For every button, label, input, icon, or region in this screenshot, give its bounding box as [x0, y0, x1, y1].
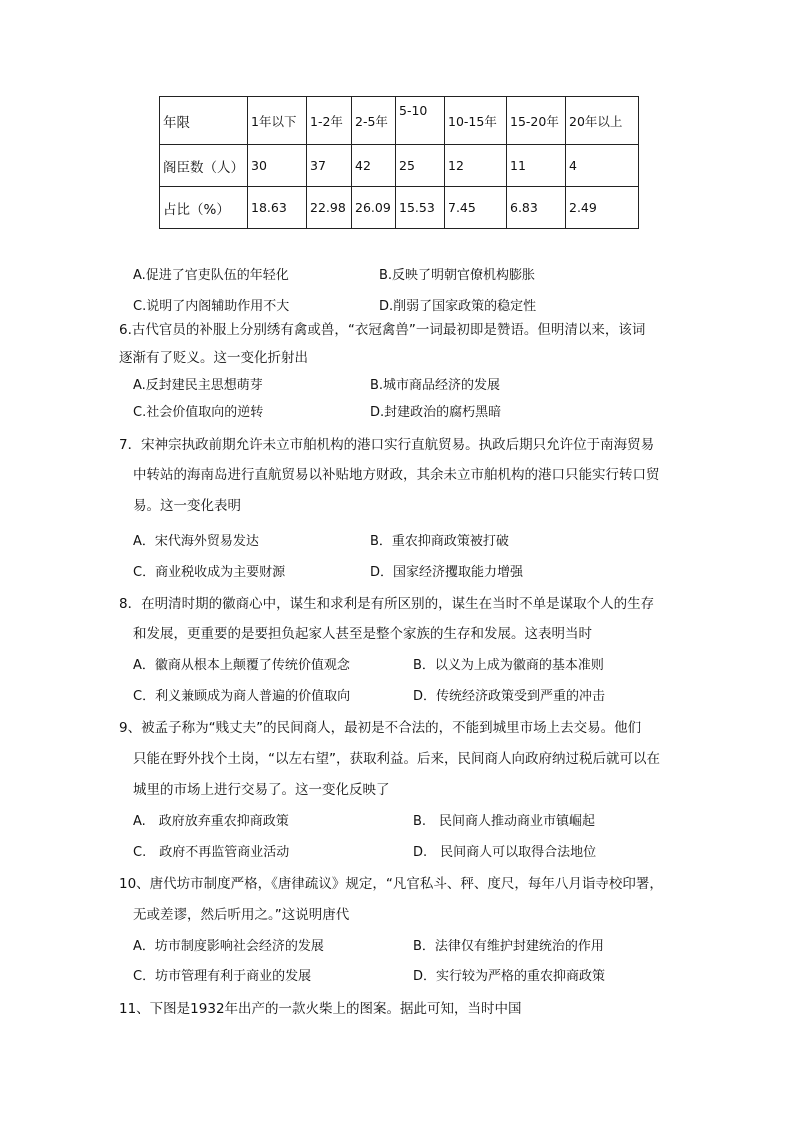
q7-stem-line: 中转站的海南岛进行直航贸易以补贴地方财政，其余未立市舶机构的港口只能实行转口贸 [133, 467, 660, 483]
q8-option-d[interactable]: D．传统经济政策受到严重的冲击 [413, 689, 606, 704]
table-row [160, 97, 639, 145]
q10-option-d[interactable]: D．实行较为严格的重农抑商政策 [413, 969, 606, 984]
q6-option-c[interactable]: C.社会价值取向的逆转 [133, 405, 264, 420]
q7-option-b[interactable]: B．重农抑商政策被打破 [370, 534, 509, 549]
q9-option-b[interactable]: B. 民间商人推动商业市镇崛起 [413, 814, 596, 829]
q6-option-d[interactable]: D.封建政治的腐朽黑暗 [370, 405, 502, 420]
table-cell: 20年以上 [566, 97, 639, 145]
table-cell: 占比（%） [160, 187, 248, 229]
q8-stem-line: 8．在明清时期的徽商心中，谋生和求利是有所区别的，谋生在当时不单是谋取个人的生存 [119, 596, 655, 612]
q5-option-a[interactable]: A.促进了官吏队伍的年轻化 [133, 268, 289, 283]
table-cell: 42 [352, 145, 396, 187]
q6-stem-line: 6.古代官员的补服上分别绣有禽或兽，“衣冠禽兽”一词最初即是赞语。但明清以来，该词 [119, 322, 646, 338]
table-cell: 1年以下 [248, 97, 307, 145]
q8-option-c[interactable]: C．利义兼顾成为商人普遍的价值取向 [133, 689, 351, 704]
q5-option-c[interactable]: C.说明了内阁辅助作用不大 [133, 299, 290, 314]
cabinet-tenure-table [159, 96, 639, 229]
table-cell: 2.49 [566, 187, 639, 229]
q9-stem-line: 城里的市场上进行交易了。这一变化反映了 [133, 782, 390, 798]
q7-stem-line: 易。这一变化表明 [133, 498, 241, 514]
q9-option-a[interactable]: A. 政府放弃重农抑商政策 [133, 814, 289, 829]
q10-stem-line: 无或差谬，然后听用之。”这说明唐代 [133, 907, 350, 923]
table-cell: 37 [307, 145, 352, 187]
table-cell: 18.63 [248, 187, 307, 229]
q10-stem-line: 10、唐代坊市制度严格，《唐律疏议》规定，“凡官私斗、秤、度尺，每年八月诣寺校印署， [119, 876, 663, 892]
q5-option-b[interactable]: B.反映了明朝官僚机构膨胀 [379, 268, 536, 283]
table-cell: 7.45 [445, 187, 507, 229]
table-cell: 5-10 [396, 97, 445, 145]
q11-stem-line: 11、下图是1932年出产的一款火柴上的图案。据此可知，当时中国 [119, 1001, 522, 1017]
q9-stem-line: 9、被孟子称为“贱丈夫”的民间商人，最初是不合法的，不能到城里市场上去交易。他们 [119, 720, 642, 736]
table-cell: 12 [445, 145, 507, 187]
q9-stem-line: 只能在野外找个土岗，“以左右望”，获取利益。后来，民间商人向政府纳过税后就可以在 [133, 751, 660, 767]
q10-option-c[interactable]: C．坊市管理有利于商业的发展 [133, 969, 312, 984]
q7-option-d[interactable]: D．国家经济攫取能力增强 [370, 565, 524, 580]
q5-option-d[interactable]: D.削弱了国家政策的稳定性 [379, 299, 537, 314]
table-cell: 10-15年 [445, 97, 507, 145]
table-cell: 11 [507, 145, 566, 187]
q8-stem-line: 和发展，更重要的是要担负起家人甚至是整个家族的生存和发展。这表明当时 [133, 626, 592, 642]
q8-option-b[interactable]: B．以义为上成为徽商的基本准则 [413, 658, 604, 673]
q10-option-b[interactable]: B．法律仅有维护封建统治的作用 [413, 939, 604, 954]
table-cell: 年限 [160, 97, 248, 145]
table-cell: 25 [396, 145, 445, 187]
q7-option-c[interactable]: C．商业税收成为主要财源 [133, 565, 286, 580]
q7-stem-line: 7．宋神宗执政前期允许未立市舶机构的港口实行直航贸易。执政后期只允许位于南海贸易 [119, 437, 655, 453]
table-cell: 4 [566, 145, 639, 187]
table-cell: 30 [248, 145, 307, 187]
q9-option-d[interactable]: D. 民间商人可以取得合法地位 [413, 845, 597, 860]
q6-option-b[interactable]: B.城市商品经济的发展 [370, 378, 501, 393]
table-cell: 6.83 [507, 187, 566, 229]
q7-option-a[interactable]: A．宋代海外贸易发达 [133, 534, 259, 549]
table-cell: 26.09 [352, 187, 396, 229]
table-cell: 22.98 [307, 187, 352, 229]
table-cell: 15-20年 [507, 97, 566, 145]
table-row [160, 187, 639, 229]
q9-option-c[interactable]: C. 政府不再监管商业活动 [133, 845, 290, 860]
table-cell: 15.53 [396, 187, 445, 229]
table-cell: 2-5年 [352, 97, 396, 145]
q6-option-a[interactable]: A.反封建民主思想萌芽 [133, 378, 263, 393]
q8-option-a[interactable]: A．徽商从根本上颠覆了传统价值观念 [133, 658, 350, 673]
q6-stem-line: 逐渐有了贬义。这一变化折射出 [119, 350, 308, 366]
table-row [160, 145, 639, 187]
q10-option-a[interactable]: A．坊市制度影响社会经济的发展 [133, 939, 324, 954]
table-cell: 1-2年 [307, 97, 352, 145]
table-cell: 阁臣数（人） [160, 145, 248, 187]
